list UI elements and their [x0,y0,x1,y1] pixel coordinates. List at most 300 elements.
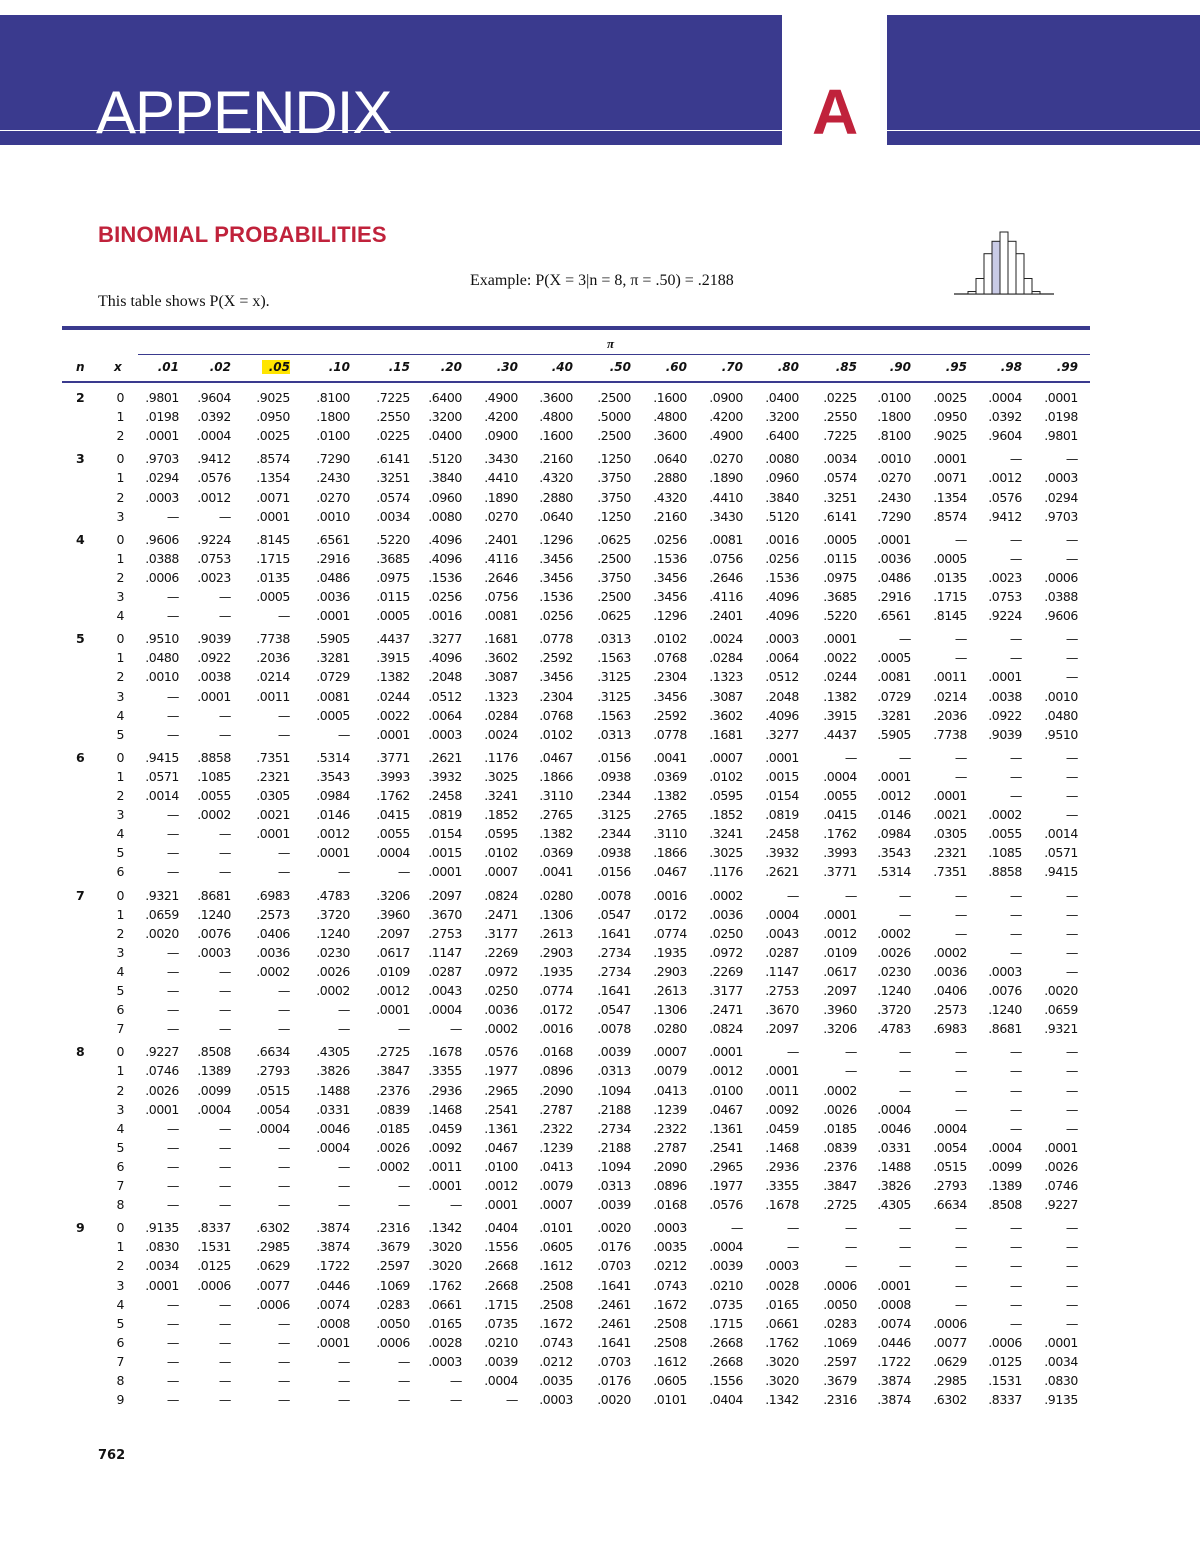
probability-cell: .0004 [765,906,799,922]
probability-cell: .3720 [316,906,350,922]
probability-cell: — [166,608,179,624]
appendix-letter: A [812,76,859,148]
probability-cell: .0039 [597,1197,631,1213]
probability-cell: — [277,1334,290,1350]
column-header-p10: .10 [328,360,350,374]
probability-cell: — [166,1158,179,1174]
probability-cell: .0003 [428,726,462,742]
probability-cell: .1678 [428,1044,462,1060]
probability-cell: .6400 [765,428,799,444]
probability-cell: — [1065,807,1078,823]
probability-cell: — [397,1178,410,1193]
n-value: 2 [76,390,85,405]
x-value: 0 [116,531,124,547]
probability-cell: .0576 [709,1197,743,1213]
x-value: 7 [116,1178,124,1193]
probability-cell: .1722 [316,1258,350,1274]
probability-cell: .1488 [316,1082,350,1098]
probability-cell: .0146 [877,807,911,823]
probability-cell: — [166,1296,179,1312]
probability-cell: .1240 [988,1002,1022,1018]
probability-cell: — [166,589,179,604]
probability-cell: .0270 [316,489,350,505]
probability-cell: — [277,1021,290,1037]
probability-cell: .0002 [709,887,743,903]
probability-cell: .3670 [765,1002,799,1018]
probability-cell: .0625 [597,608,631,624]
probability-cell: .2471 [484,906,518,922]
probability-cell: .1536 [765,569,799,585]
probability-cell: .0176 [597,1373,631,1388]
probability-cell: .1600 [653,390,687,405]
probability-cell: — [1065,650,1078,666]
probability-cell: .4305 [316,1044,350,1060]
probability-cell: — [954,1082,967,1098]
probability-cell: .0185 [823,1120,857,1136]
probability-cell: .3602 [709,707,743,723]
probability-cell: .0001 [765,1063,799,1079]
probability-cell: — [166,1139,179,1155]
table-row [0,1352,1200,1371]
probability-cell: .2734 [597,963,631,979]
probability-cell: .0922 [988,707,1022,723]
probability-cell: .2376 [823,1158,857,1174]
probability-cell: .5220 [376,531,410,547]
x-value: 1 [116,470,124,486]
probability-cell: .3750 [597,470,631,486]
probability-cell: .0006 [197,1277,231,1293]
probability-cell: — [954,768,967,784]
x-value: 9 [116,1392,124,1408]
probability-cell: — [1065,1101,1078,1117]
probability-cell: — [954,1258,967,1274]
probability-cell: .4320 [653,489,687,505]
probability-cell: .1250 [597,451,631,467]
probability-cell: .8145 [933,608,967,624]
table-row [0,468,1200,487]
probability-cell: .0198 [1044,409,1078,425]
x-value: 6 [116,864,124,880]
probability-cell: .0001 [1044,1139,1078,1155]
table-row [0,1042,1200,1061]
probability-cell: .0025 [256,428,290,444]
probability-cell: .0010 [316,508,350,524]
probability-cell: — [1009,1315,1022,1331]
probability-cell: .4900 [484,390,518,405]
probability-cell: — [1009,788,1022,803]
probability-cell: .0661 [428,1296,462,1312]
probability-cell: .1800 [877,409,911,425]
probability-cell: .9604 [197,390,231,405]
probability-cell: .0172 [539,1002,573,1018]
x-value: 7 [116,1021,124,1037]
probability-cell: .1323 [709,669,743,685]
probability-cell: — [218,1197,231,1213]
probability-cell: .0135 [933,569,967,585]
probability-cell: .0746 [1044,1178,1078,1193]
probability-cell: — [1065,451,1078,467]
x-value: 2 [116,669,124,685]
probability-cell: .0225 [823,390,857,405]
probability-cell: — [218,1334,231,1350]
probability-cell: .3206 [823,1021,857,1037]
probability-cell: .7225 [376,390,410,405]
probability-cell: .0064 [765,650,799,666]
probability-cell: — [1009,631,1022,647]
probability-cell: .9801 [145,390,179,405]
probability-cell: .0972 [484,963,518,979]
probability-cell: — [844,1044,857,1060]
probability-cell: — [844,1258,857,1274]
probability-cell: .4410 [484,470,518,486]
probability-cell: .0938 [597,845,631,861]
probability-cell: .6634 [933,1197,967,1213]
probability-cell: — [166,1315,179,1331]
probability-cell: .0284 [709,650,743,666]
table-row [0,1295,1200,1314]
probability-cell: .2461 [597,1296,631,1312]
probability-cell: .0005 [256,589,290,604]
probability-cell: .0515 [256,1082,290,1098]
probability-cell: .0467 [653,864,687,880]
probability-cell: .6561 [316,531,350,547]
x-value: 3 [116,807,124,823]
probability-cell: .2188 [597,1101,631,1117]
probability-cell: .0574 [376,489,410,505]
probability-cell: .6983 [256,887,290,903]
probability-cell: .0115 [376,589,410,604]
table-row [0,629,1200,648]
probability-cell: .0024 [709,631,743,647]
probability-cell: .4800 [539,409,573,425]
probability-cell: .1094 [597,1082,631,1098]
table-row [0,862,1200,881]
probability-cell: .0406 [933,983,967,998]
x-value: 1 [116,650,124,666]
probability-cell: .1556 [484,1239,518,1255]
x-value: 4 [116,1296,124,1312]
table-row [0,407,1200,426]
probability-cell: .0099 [988,1158,1022,1174]
probability-cell: .3993 [376,768,410,784]
probability-cell: .0984 [877,826,911,842]
probability-cell: — [954,749,967,765]
probability-cell: .0135 [256,569,290,585]
probability-cell: .0975 [823,569,857,585]
probability-cell: .0313 [597,1063,631,1079]
probability-cell: .0005 [933,550,967,566]
histogram-bar [1032,292,1040,294]
probability-cell: .0480 [145,650,179,666]
probability-cell: .0007 [709,749,743,765]
probability-cell: — [844,1063,857,1079]
x-value: 3 [116,508,124,524]
probability-cell: .3277 [765,726,799,742]
probability-cell: .9224 [197,531,231,547]
probability-cell: .2573 [256,906,290,922]
probability-cell: — [277,1353,290,1369]
table-row [0,549,1200,568]
histogram-bar [984,254,992,294]
probability-cell: .0156 [597,749,631,765]
probability-cell: .0392 [197,409,231,425]
probability-cell: .9412 [988,508,1022,524]
x-value: 5 [116,1315,124,1331]
probability-cell: .0008 [316,1315,350,1331]
probability-cell: .1715 [709,1315,743,1331]
probability-cell: .0054 [256,1101,290,1117]
probability-cell: .0214 [256,669,290,685]
probability-cell: .4200 [709,409,743,425]
probability-cell: .0004 [988,1139,1022,1155]
table-row [0,606,1200,625]
probability-cell: .0054 [933,1139,967,1155]
probability-cell: .1361 [709,1120,743,1136]
probability-cell: .0005 [316,707,350,723]
probability-cell: .0012 [988,470,1022,486]
probability-cell: .1531 [197,1239,231,1255]
probability-cell: .7290 [877,508,911,524]
probability-cell: — [337,1373,350,1388]
probability-cell: .0467 [484,1139,518,1155]
probability-cell: .4116 [709,589,743,604]
probability-cell: .3125 [597,669,631,685]
probability-cell: .1382 [653,788,687,803]
probability-cell: — [166,1334,179,1350]
table-row [0,1314,1200,1333]
probability-cell: .0080 [428,508,462,524]
probability-cell: .0102 [709,768,743,784]
probability-cell: .0415 [823,807,857,823]
probability-cell: — [1009,887,1022,903]
probability-cell: .1354 [933,489,967,505]
probability-cell: .1240 [316,925,350,941]
table-row [0,1218,1200,1237]
probability-cell: .0078 [597,1021,631,1037]
probability-cell: .0756 [484,589,518,604]
probability-cell: .0605 [653,1373,687,1388]
column-header-p15: .15 [388,360,410,374]
probability-cell: .0003 [197,944,231,960]
probability-cell: — [1009,749,1022,765]
probability-cell: .0036 [484,1002,518,1018]
probability-cell: .9135 [1044,1392,1078,1408]
column-header-p05: .05 [262,360,290,374]
probability-cell: — [277,1158,290,1174]
n-header: n [76,360,85,374]
column-header-p85: .85 [835,360,857,374]
probability-cell: .0050 [823,1296,857,1312]
probability-cell: .0774 [653,925,687,941]
probability-cell: .2344 [597,788,631,803]
probability-cell: .3020 [765,1353,799,1369]
probability-cell: .0415 [376,807,410,823]
probability-cell: .0100 [484,1158,518,1174]
probability-cell: .0100 [709,1082,743,1098]
appendix-label: APPENDIX [96,79,392,146]
probability-cell: .0369 [539,845,573,861]
probability-cell: — [954,1063,967,1079]
probability-cell: .0256 [765,550,799,566]
probability-cell: .0003 [765,1258,799,1274]
probability-cell: .1600 [539,428,573,444]
probability-cell: .0020 [145,925,179,941]
probability-cell: — [166,864,179,880]
probability-cell: .0002 [376,1158,410,1174]
table-row [0,1333,1200,1352]
probability-cell: .1306 [539,906,573,922]
probability-cell: .0010 [1044,688,1078,704]
probability-cell: .4783 [877,1021,911,1037]
probability-cell: — [397,1392,410,1408]
n-value: 4 [76,531,85,547]
probability-cell: .3281 [877,707,911,723]
x-value: 4 [116,707,124,723]
probability-cell: — [277,1139,290,1155]
probability-cell: .1890 [709,470,743,486]
probability-cell: .4410 [709,489,743,505]
table-row [0,748,1200,767]
column-header-p01: .01 [157,360,179,374]
probability-cell: .0146 [316,807,350,823]
probability-cell: .3685 [376,550,410,566]
probability-cell: — [277,1392,290,1408]
probability-cell: .6561 [877,608,911,624]
probability-cell: .0230 [877,963,911,979]
probability-cell: .3750 [597,489,631,505]
probability-cell: .1240 [877,983,911,998]
x-value: 6 [116,1002,124,1018]
probability-cell: .9703 [1044,508,1078,524]
probability-cell: .0041 [539,864,573,880]
table-row [0,1176,1200,1195]
probability-cell: .0038 [988,688,1022,704]
probability-cell: .0400 [428,428,462,444]
probability-cell: .5120 [428,451,462,467]
probability-cell: .1866 [653,845,687,861]
probability-cell: — [218,1392,231,1408]
table-row [0,962,1200,981]
probability-cell: .0950 [256,409,290,425]
probability-cell: — [337,1197,350,1213]
probability-cell: .8145 [256,531,290,547]
probability-cell: .0900 [709,390,743,405]
probability-cell: — [337,726,350,742]
x-value: 5 [116,845,124,861]
probability-cell: .0404 [709,1392,743,1408]
probability-cell: .6400 [428,390,462,405]
probability-cell: .0198 [145,409,179,425]
probability-cell: .0154 [428,826,462,842]
x-value: 0 [116,390,124,405]
probability-cell: .1389 [988,1178,1022,1193]
probability-cell: .0595 [709,788,743,803]
probability-cell: .0467 [709,1101,743,1117]
probability-cell: .0331 [877,1139,911,1155]
probability-cell: — [954,1220,967,1236]
probability-cell: — [1065,531,1078,547]
probability-cell: .0001 [933,451,967,467]
probability-cell: .3960 [823,1002,857,1018]
probability-cell: — [954,631,967,647]
probability-cell: .0774 [539,983,573,998]
probability-cell: .2765 [653,807,687,823]
probability-cell: .0006 [933,1315,967,1331]
probability-cell: .0077 [256,1277,290,1293]
probability-cell: .3847 [376,1063,410,1079]
probability-cell: .0960 [428,489,462,505]
probability-cell: .2734 [597,944,631,960]
probability-cell: .1354 [256,470,290,486]
probability-cell: .4783 [316,887,350,903]
probability-cell: .0746 [145,1063,179,1079]
table-row [0,426,1200,445]
table-row [0,924,1200,943]
probability-cell: .0640 [653,451,687,467]
probability-cell: — [277,864,290,880]
probability-cell: .6302 [933,1392,967,1408]
probability-cell: .2048 [765,688,799,704]
table-row [0,388,1200,407]
probability-cell: .0026 [376,1139,410,1155]
probability-cell: .0459 [765,1120,799,1136]
probability-cell: .0021 [933,807,967,823]
probability-cell: .2613 [653,983,687,998]
probability-cell: — [1065,1220,1078,1236]
probability-cell: .7351 [256,749,290,765]
probability-cell: .1762 [765,1334,799,1350]
probability-cell: .2573 [933,1002,967,1018]
probability-cell: .0046 [877,1120,911,1136]
probability-cell: .0012 [877,788,911,803]
probability-cell: .0001 [145,1101,179,1117]
probability-cell: .1563 [597,707,631,723]
probability-cell: .9412 [197,451,231,467]
probability-cell: .9227 [1044,1197,1078,1213]
probability-cell: — [166,826,179,842]
probability-cell: .0020 [597,1392,631,1408]
probability-cell: .3020 [428,1239,462,1255]
probability-cell: .1239 [539,1139,573,1155]
table-row [0,1157,1200,1176]
probability-cell: .0753 [988,589,1022,604]
probability-cell: .0210 [484,1334,518,1350]
x-value: 6 [116,1334,124,1350]
probability-cell: .0050 [376,1315,410,1331]
probability-cell: .1722 [877,1353,911,1369]
table-row [0,1119,1200,1138]
probability-cell: .0011 [765,1082,799,1098]
probability-cell: .2916 [877,589,911,604]
probability-cell: — [166,1392,179,1408]
probability-cell: .0002 [256,963,290,979]
header-band-right [887,15,1200,145]
probability-cell: .0014 [145,788,179,803]
probability-cell: .0035 [653,1239,687,1255]
probability-cell: .0001 [376,1002,410,1018]
probability-cell: .0984 [316,788,350,803]
probability-cell: .0270 [709,451,743,467]
probability-cell: .2160 [653,508,687,524]
probability-cell: .3602 [484,650,518,666]
probability-cell: .3670 [428,906,462,922]
probability-cell: .0446 [877,1334,911,1350]
probability-cell: .3251 [376,470,410,486]
table-row [0,943,1200,962]
table-row [0,687,1200,706]
table-row [0,981,1200,1000]
probability-cell: .0753 [197,550,231,566]
